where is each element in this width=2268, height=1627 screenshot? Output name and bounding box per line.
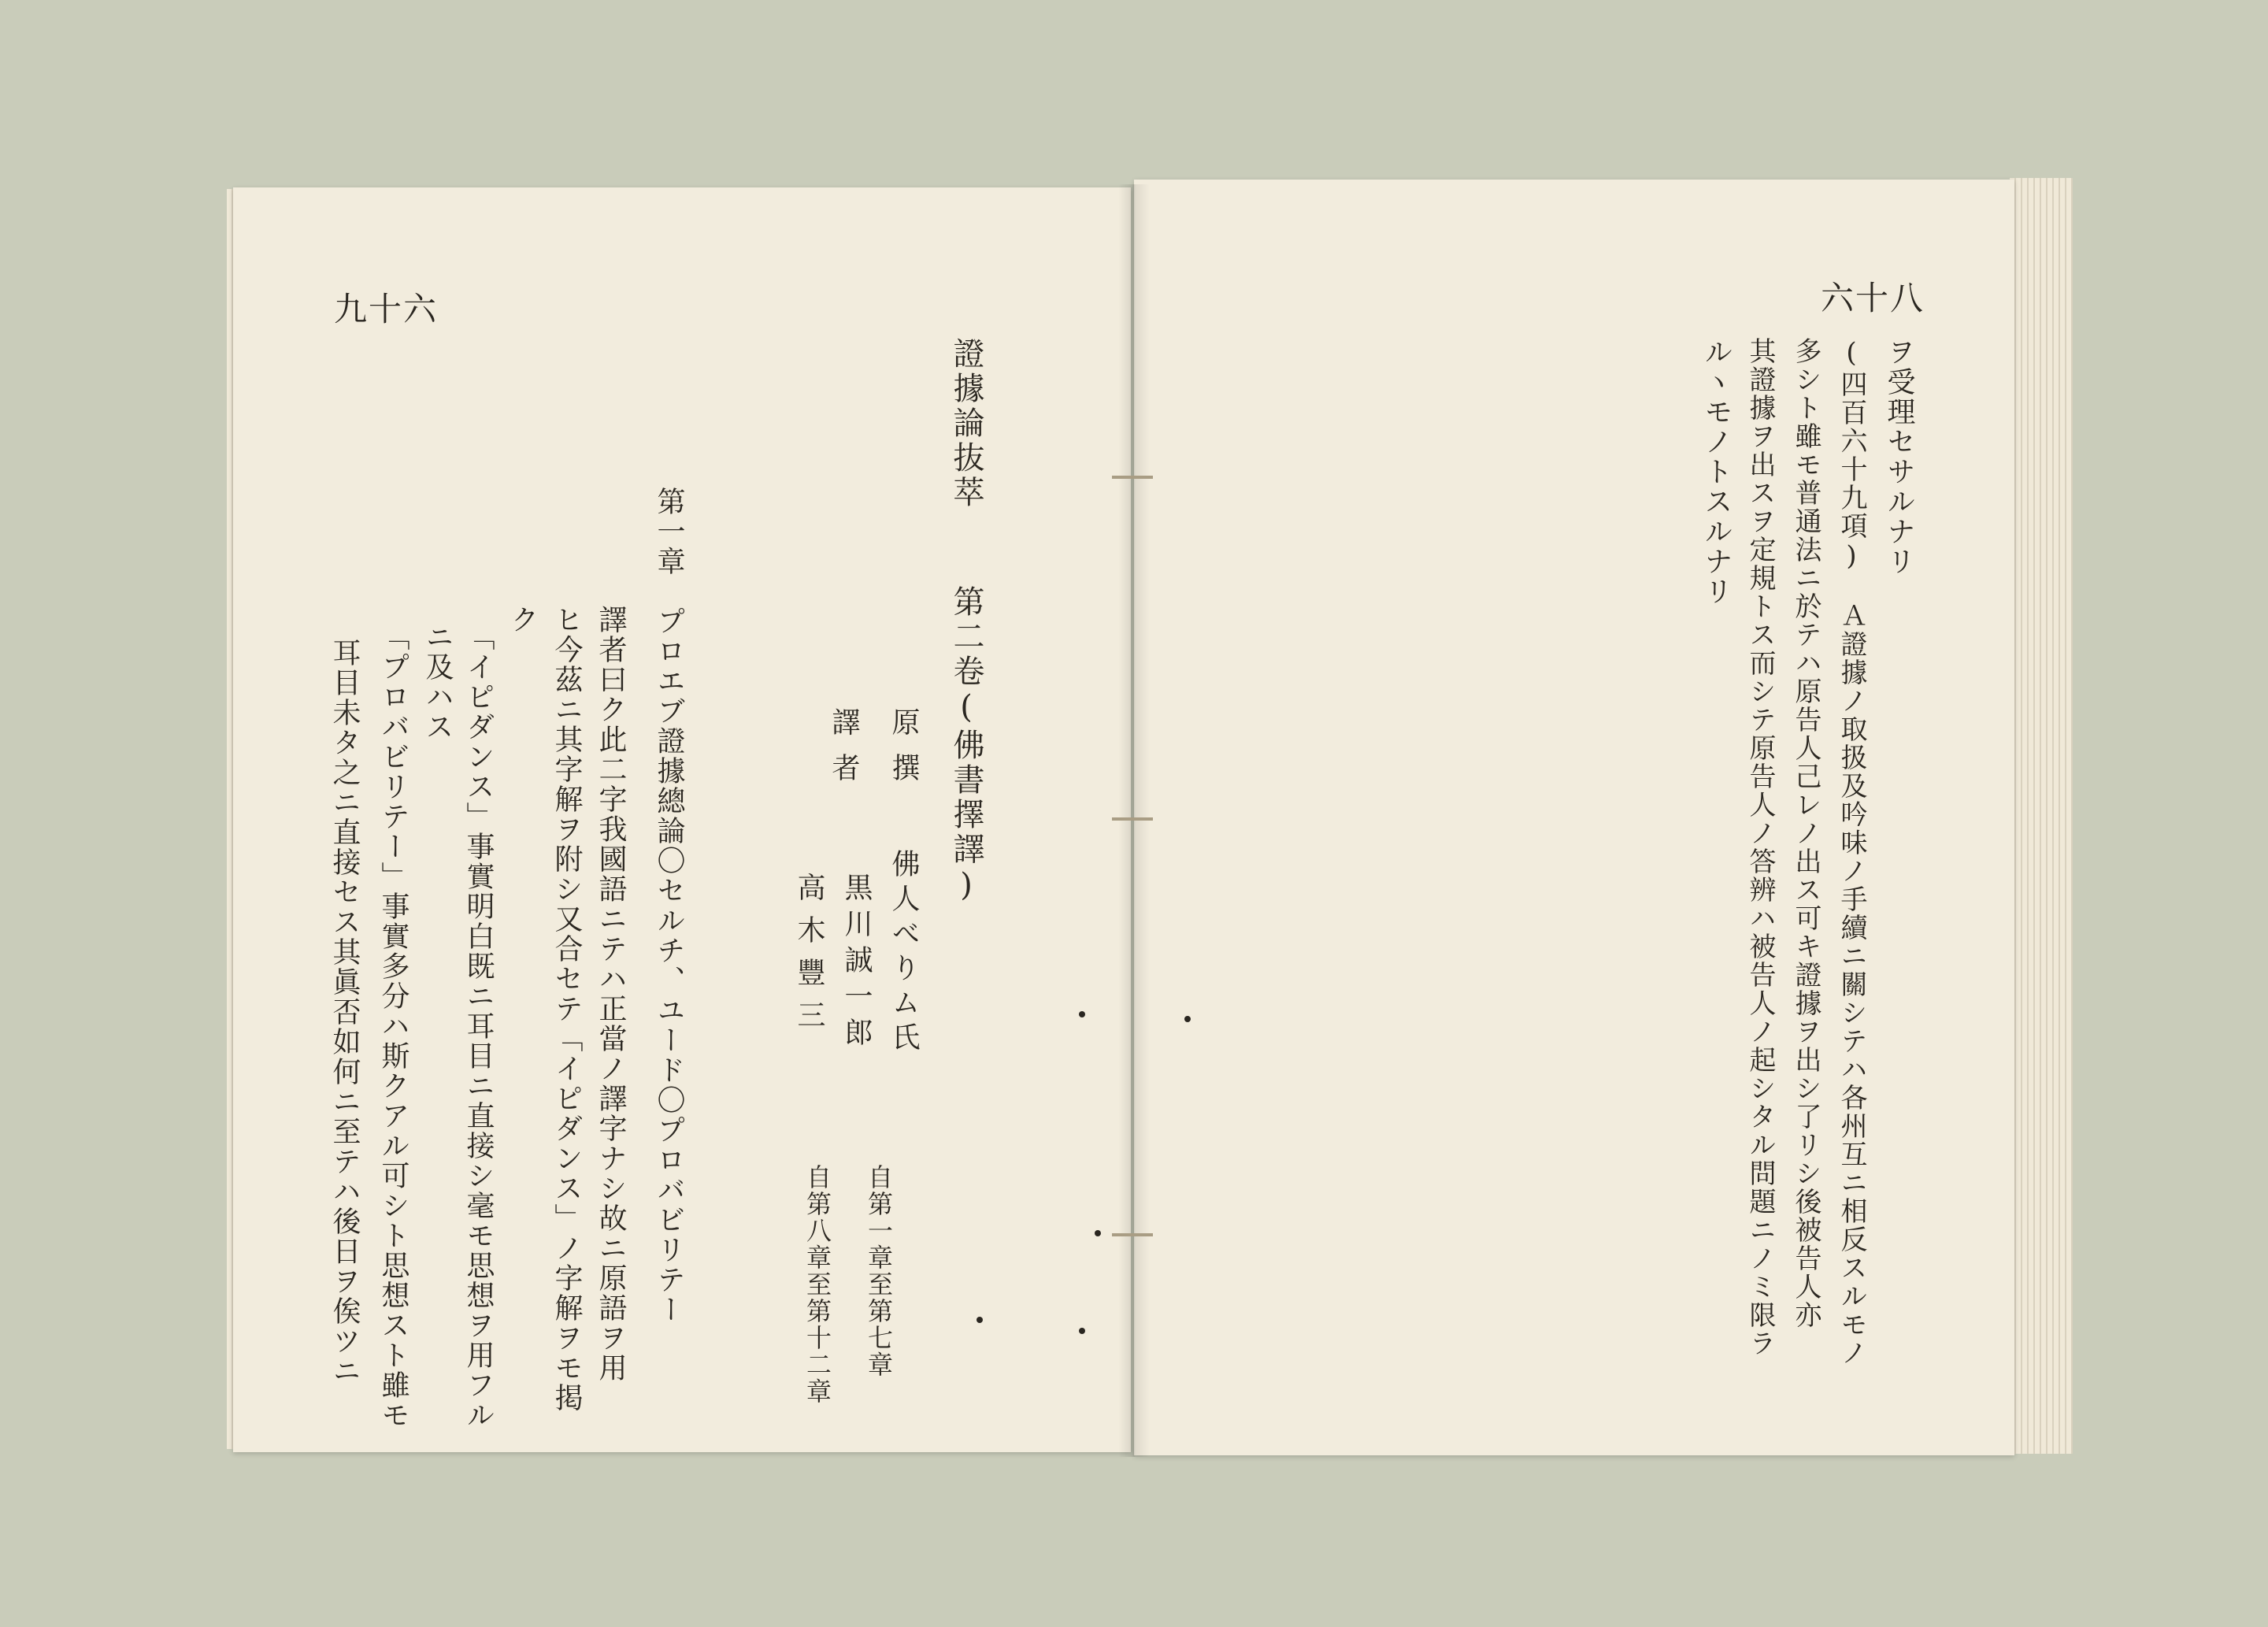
binding-hole [1079,1328,1085,1334]
binding-hole [1095,1230,1101,1236]
body-line: 耳目未タ之ニ直接セス其眞否如何ニ至テハ後日ヲ俟ツニ [328,638,361,1386]
translator-2-range: 自第八章至第十二章 [802,1164,832,1405]
text-line: ルヽモノトスルナリ [1700,337,1732,606]
original-author-label: 原撰 [888,707,920,799]
body-line: 「プロバビリテー」事實多分ハ斯クアル可シト思想スト雖モ [377,622,410,1430]
volume-label: 第二卷(佛書擇譯) [948,585,984,906]
binding-stitch [1112,476,1153,479]
binding-hole [1079,1011,1085,1017]
document-title: 證據論抜萃 [948,337,984,510]
text-line: ヲ受理セサルナリ [1883,337,1915,576]
translator-1-range: 自第一章至第七章 [864,1164,894,1378]
translators-label: 譯者 [828,707,860,799]
translator-2-name: 高木豐三 [793,873,825,1043]
body-line: 「イピダンス」事實明白既ニ耳目ニ直接シ毫モ思想ヲ用フル [462,622,495,1430]
binding-stitch [1112,1233,1153,1236]
binding-hole [976,1317,983,1323]
left-page-number: 九十六 [334,290,439,328]
right-page-number: 六十八 [1821,279,1925,317]
text-line: 多シト雖モ普通法ニ於テハ原告人己レノ出ス可キ證據ヲ出シ了リシ後被告人亦 [1790,337,1821,1329]
right-page-stack-edge [2010,178,2073,1454]
body-line: ニ及ハス [421,622,454,742]
body-line: 譯者曰ク此二字我國語ニテハ正當ノ譯字ナシ故ニ原語ヲ用 [595,605,627,1383]
binding-stitch [1112,817,1153,821]
body-line: ヒ今茲ニ其字解ヲ附シ又合セテ「イピダンス」ノ字解ヲモ掲 [550,605,583,1413]
original-author-name: 佛人べりム氏 [888,849,920,1057]
translator-1-name: 黒川誠一郎 [840,873,873,1054]
binding-hole [1184,1016,1191,1022]
chapter-heading: 第一章 プロエブ證據總論〇セルチ、ユード〇プロバビリテー [653,487,685,1325]
book-gutter [1118,184,1150,1457]
right-page [1134,180,2014,1455]
text-line: 其證據ヲ出スヲ定規トス而シテ原告人ノ答辨ハ被告人ノ起シタル問題ニノミ限ラ [1744,337,1776,1358]
body-line: ク [506,605,539,635]
left-page [233,187,1131,1452]
text-line: (四百六十九項) Ａ證據ノ取扱及吟味ノ手續ニ關シテハ各州互ニ相反スルモノ [1836,337,1867,1367]
